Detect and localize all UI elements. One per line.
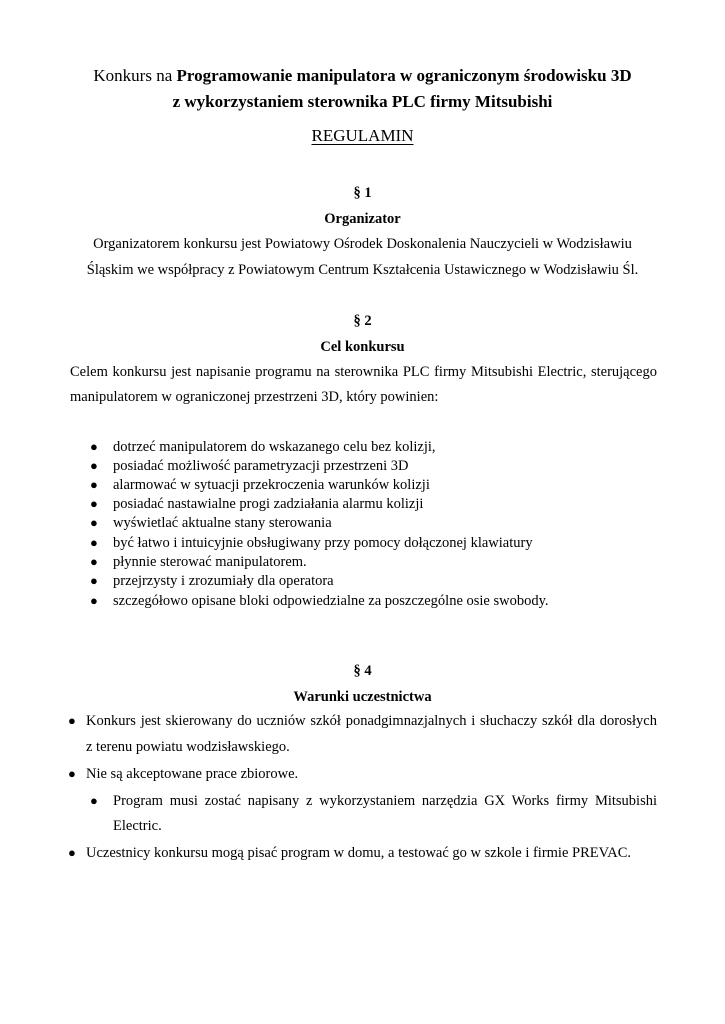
list-item: wyświetlać aktualne stany sterowania bbox=[113, 515, 332, 531]
section-4-subitem-line-2: Electric. bbox=[113, 818, 162, 834]
regulamin-heading: REGULAMIN bbox=[311, 126, 414, 145]
bullet-icon: ● bbox=[68, 766, 76, 781]
section-4-item-1-line-1: Konkurs jest skierowany do uczniów szkół ponadgimnazjalnych i słuchaczy szkół dla dorosłych bbox=[86, 713, 657, 729]
section-1-text-line-1: Organizatorem konkursu jest Powiatowy Ośrodek Doskonalenia Nauczycieli w Wodzisławiu bbox=[93, 236, 632, 252]
bullet-icon: ● bbox=[90, 535, 98, 550]
bullet-icon: ● bbox=[90, 554, 98, 569]
list-item: dotrzeć manipulatorem do wskazanego celu bez kolizji, bbox=[113, 439, 436, 455]
section-4-number: § 4 bbox=[353, 663, 372, 679]
section-1-heading: Organizator bbox=[324, 211, 401, 227]
bullet-icon: ● bbox=[68, 845, 76, 860]
section-4-heading: Warunki uczestnictwa bbox=[293, 689, 432, 705]
title-prefix: Konkurs na bbox=[93, 66, 177, 85]
list-item: być łatwo i intuicyjnie obsługiwany przy pomocy dołączonej klawiatury bbox=[113, 535, 533, 551]
bullet-icon: ● bbox=[90, 458, 98, 473]
list-item: płynnie sterować manipulatorem. bbox=[113, 554, 307, 570]
section-2-text-line-2: manipulatorem w ograniczonej przestrzeni 3D, który powinien: bbox=[70, 389, 439, 405]
section-1-text-line-2: Śląskim we współpracy z Powiatowym Centrum Kształcenia Ustawicznego w Wodzisławiu Śl. bbox=[86, 262, 639, 278]
bullet-icon: ● bbox=[90, 496, 98, 511]
title-line-2: z wykorzystaniem sterownika PLC firmy Mitsubishi bbox=[172, 92, 553, 111]
title-bold: Programowanie manipulatora w ograniczonym środowisku 3D bbox=[176, 66, 632, 85]
list-item: szczegółowo opisane bloki odpowiedzialne za poszczególne osie swobody. bbox=[113, 593, 549, 609]
section-2-text-line-1: Celem konkursu jest napisanie programu na sterownika PLC firmy Mitsubishi Electric, sterującego bbox=[70, 364, 657, 380]
list-item: przejrzysty i zrozumiały dla operatora bbox=[113, 573, 334, 589]
section-4-item-3: Uczestnicy konkursu mogą pisać program w domu, a testować go w szkole i firmie PREVAC. bbox=[86, 845, 631, 861]
bullet-icon: ● bbox=[90, 439, 98, 454]
section-2-number: § 2 bbox=[353, 313, 372, 329]
list-item: posiadać możliwość parametryzacji przestrzeni 3D bbox=[113, 458, 409, 474]
bullet-icon: ● bbox=[90, 593, 98, 608]
list-item: posiadać nastawialne progi zadziałania alarmu kolizji bbox=[113, 496, 424, 512]
section-4-item-1-line-2: z terenu powiatu wodzisławskiego. bbox=[86, 739, 290, 755]
bullet-icon: ● bbox=[90, 515, 98, 530]
section-4-item-2: Nie są akceptowane prace zbiorowe. bbox=[86, 766, 299, 782]
list-item: alarmować w sytuacji przekroczenia warunków kolizji bbox=[113, 477, 430, 493]
section-2-heading: Cel konkursu bbox=[320, 339, 405, 355]
section-4-subitem-line-1: Program musi zostać napisany z wykorzystaniem narzędzia GX Works firmy Mitsubishi bbox=[113, 793, 657, 809]
bullet-icon: ● bbox=[90, 573, 98, 588]
bullet-icon: ● bbox=[68, 713, 76, 728]
bullet-icon: ● bbox=[90, 477, 98, 492]
title-line-1 bbox=[0, 66, 725, 86]
section-1-number: § 1 bbox=[353, 185, 372, 201]
bullet-icon: ● bbox=[90, 793, 98, 808]
